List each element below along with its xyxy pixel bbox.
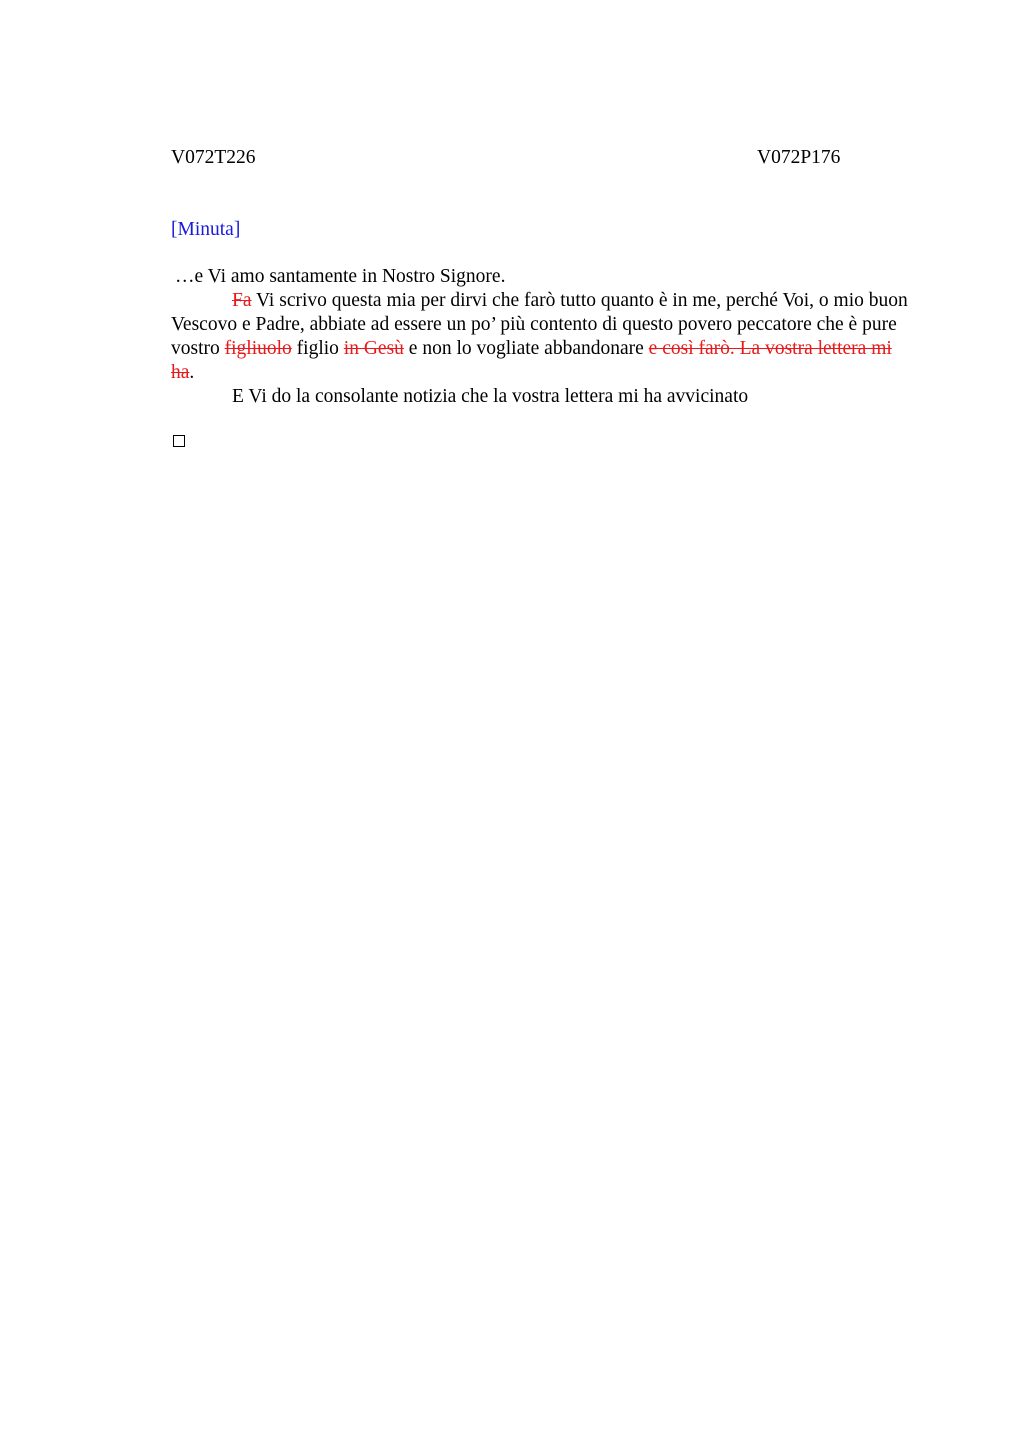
paragraph-3: E Vi do la consolante notizia che la vostra lettera mi ha avvicinato (232, 386, 749, 407)
letter-body (171, 265, 911, 409)
document-code-left: V072T226 (171, 147, 256, 168)
paragraph-1: …e Vi amo santamente in Nostro Signore. (175, 266, 506, 287)
paragraph-text: figlio (291, 338, 344, 359)
deleted-text: e così farò. La vostra lettera mi ha (171, 338, 892, 383)
checkbox-square-icon (173, 435, 185, 447)
deleted-text: Fa (232, 290, 252, 311)
paragraph-2 (171, 289, 911, 385)
paragraph-text: Vi scrivo questa mia per dirvi che farò tutto quanto è in me, perché Voi, o mio buon Vescovo e Padre, abbiate ad essere un po’ più contento di questo povero peccatore che è pure vostro (171, 290, 908, 359)
paragraph-text: e non lo vogliate abbandonare (403, 338, 649, 359)
deleted-text: in Gesù (343, 338, 404, 359)
paragraph-text: . (189, 362, 195, 383)
deleted-text: figliuolo (224, 338, 292, 359)
document-code-right: V072P176 (757, 147, 841, 168)
minuta-label: [Minuta] (171, 219, 241, 240)
